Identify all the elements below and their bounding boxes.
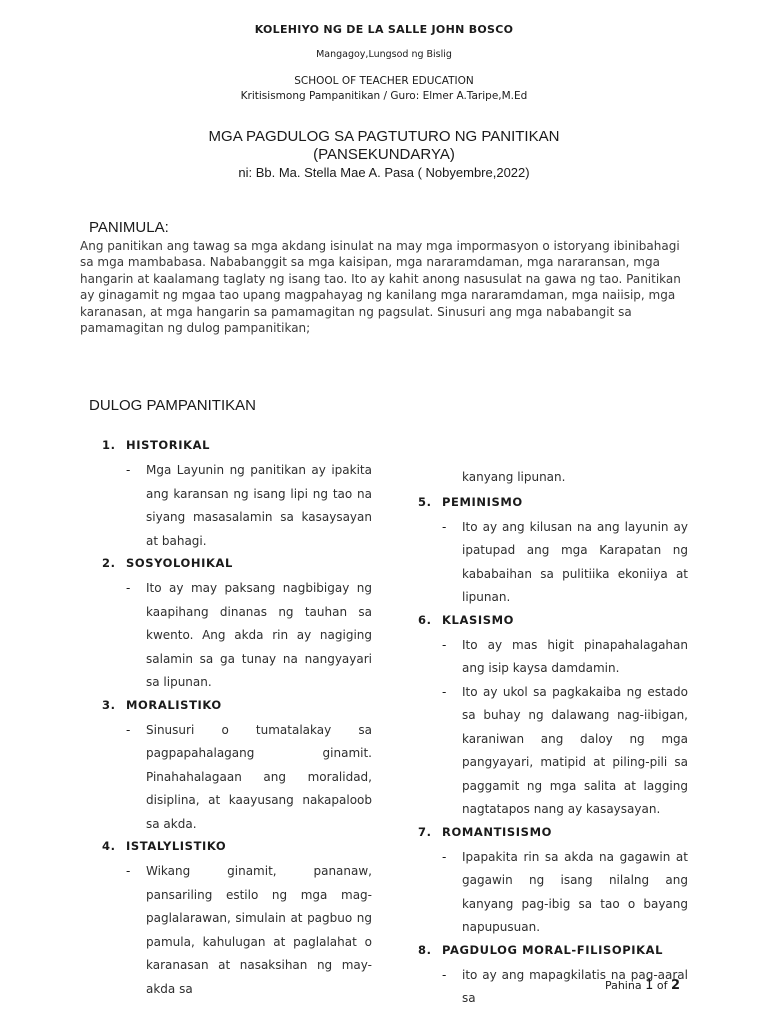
list-item bbox=[418, 516, 688, 610]
dash-bullet-icon: - bbox=[442, 519, 447, 534]
section-number: 7. bbox=[418, 824, 432, 839]
dash-bullet-icon: - bbox=[442, 684, 447, 699]
bullet-text: Ito ay ukol sa pagkakaiba ng estado sa buhay ng dalawang nag-iibigan, karaniwan ang daloy ng mga pangyayari, matipid at piling-pili sa paggamit ng mga salita at lagging nagtatapos nang ay kasaysayan. bbox=[462, 684, 688, 816]
school-name: SCHOOL OF TEACHER EDUCATION bbox=[294, 75, 474, 87]
section-historikal bbox=[102, 435, 372, 553]
section-heading bbox=[418, 492, 688, 516]
section-number: 6. bbox=[418, 612, 432, 627]
section-heading bbox=[102, 435, 372, 459]
section-romantisismo bbox=[418, 822, 688, 940]
bullet-text: Mga Layunin ng panitikan ay ipakita ang karansan ng isang lipi ng tao na siyang masasalamin sa kasaysayan at bahagi. bbox=[146, 463, 372, 548]
bullet-text: Ito ay mas higit pinapahalagahan ang isip kaysa damdamin. bbox=[462, 637, 688, 675]
intro-paragraph: Ang panitikan ang tawag sa mga akdang isinulat na may mga impormasyon o istoryang ibinibahagi sa mga mambabasa. Nababanggit sa mga kaisipan, mga nararamdaman, mga nararansan, mga hangarin at kaalamang taglaty ng isang tao. Ito ay kahit anong nasusulat na gawa ng tao. Panitikan ay ginagamit ng mgaa tao upang magpahayag ng kanilang mga nararamdaman, mga naiisip, mga karanasan, at mga hangarin sa pamamagitan ng pagsulat. Sinusuri ang mga nababangit sa pamamagitan ng dulog pampanitikan; bbox=[80, 239, 681, 336]
section-number: 8. bbox=[418, 942, 432, 957]
section-number: 5. bbox=[418, 494, 432, 509]
section-title: MORALISTIKO bbox=[126, 697, 222, 712]
list-item bbox=[418, 634, 688, 681]
list-item bbox=[102, 459, 372, 553]
institution-address: Mangagoy,Lungsod ng Bislig bbox=[316, 49, 452, 60]
section-peminismo bbox=[418, 492, 688, 610]
total-pages: 2 bbox=[670, 978, 680, 993]
section-number: 3. bbox=[102, 697, 116, 712]
list-item bbox=[102, 860, 372, 1001]
section-title: SOSYOLOHIKAL bbox=[126, 556, 233, 570]
list-item bbox=[102, 719, 372, 837]
bullet-text: Wikang ginamit, pananaw, pansariling estilo ng mga mag-paglalarawan, simulain at pagbuo ng pamula, kahulugan at paglalahat o karanasan at nasaksihan ng may-akda sa bbox=[146, 864, 372, 996]
list-item bbox=[418, 681, 688, 822]
continuation-text: kanyang lipunan. bbox=[462, 470, 566, 484]
dulog-heading: DULOG PAMPANITIKAN bbox=[89, 397, 256, 414]
institution-name: KOLEHIYO NG DE LA SALLE JOHN BOSCO bbox=[254, 23, 514, 36]
list-item bbox=[102, 577, 372, 695]
section-istalylistiko bbox=[102, 836, 372, 1001]
page-label: Pahina bbox=[604, 979, 642, 992]
section-title: ISTALYLISTIKO bbox=[126, 839, 227, 853]
document-author: ni: Bb. Ma. Stella Mae A. Pasa ( Nobyembre,2022) bbox=[238, 165, 530, 180]
section-heading bbox=[102, 553, 372, 577]
dash-bullet-icon: - bbox=[126, 581, 131, 595]
section-heading bbox=[102, 836, 372, 860]
dash-bullet-icon: - bbox=[126, 463, 131, 477]
page-number bbox=[605, 978, 680, 993]
bullet-text: Ito ay ang kilusan na ang layunin ay ipatupad ang mga Karapatan ng kababaihan sa pulitiika ekoniiya at lipunan. bbox=[462, 519, 688, 604]
dash-bullet-icon: - bbox=[442, 967, 447, 982]
current-page: 1 bbox=[645, 978, 654, 993]
section-title: HISTORIKAL bbox=[126, 438, 211, 452]
section-moralistiko bbox=[102, 695, 372, 837]
section-sosyolohikal bbox=[102, 553, 372, 695]
right-column bbox=[418, 466, 688, 1011]
section-title: KLASISMO bbox=[442, 612, 515, 627]
dash-bullet-icon: - bbox=[126, 864, 131, 878]
section-title: ROMANTISISMO bbox=[442, 824, 552, 839]
section-heading bbox=[418, 822, 688, 846]
dash-bullet-icon: - bbox=[442, 637, 447, 652]
bullet-text: Ito ay may paksang nagbibigay ng kaapihang dinanas ng tauhan sa kwento. Ang akda rin ay nagiging salamin sa ga tunay na nangyayari sa lipunan. bbox=[146, 581, 372, 689]
bullet-text: ito ay ang mapagkilatis na pag-aaral sa bbox=[462, 967, 688, 1005]
section-number: 4. bbox=[102, 839, 116, 853]
document-subtitle: (PANSEKUNDARYA) bbox=[313, 146, 455, 163]
course-info: Kritisismong Pampanitikan / Guro: Elmer A.Taripe,M.Ed bbox=[240, 90, 528, 102]
bullet-text: Sinusuri o tumatalakay sa pagpapahalagang ginamit. Pinahahalagaan ang moralidad, disiplina, at kaayusang nakapaloob sa akda. bbox=[146, 722, 372, 831]
section-heading bbox=[418, 610, 688, 634]
section-title: PAGDULOG MORAL-FILISOPIKAL bbox=[442, 942, 664, 957]
document-title: MGA PAGDULOG SA PAGTUTURO NG PANITIKAN bbox=[208, 128, 560, 145]
intro-heading: PANIMULA: bbox=[89, 219, 169, 236]
section-number: 2. bbox=[102, 556, 116, 570]
section-number: 1. bbox=[102, 438, 116, 452]
left-column bbox=[102, 435, 372, 1001]
section-title: PEMINISMO bbox=[442, 494, 523, 509]
list-item bbox=[418, 846, 688, 940]
dash-bullet-icon: - bbox=[126, 722, 131, 737]
page-of: of bbox=[656, 979, 668, 992]
bullet-text: Ipapakita rin sa akda na gagawin at gagawin ng isang nilalng ang kanyang pag-ibig sa tao o bayang napupusuan. bbox=[462, 849, 688, 934]
section-moral-filisopikal bbox=[418, 940, 688, 1011]
section-heading bbox=[102, 695, 372, 719]
dash-bullet-icon: - bbox=[442, 849, 447, 864]
section-klasismo bbox=[418, 610, 688, 822]
section-heading bbox=[418, 940, 688, 964]
